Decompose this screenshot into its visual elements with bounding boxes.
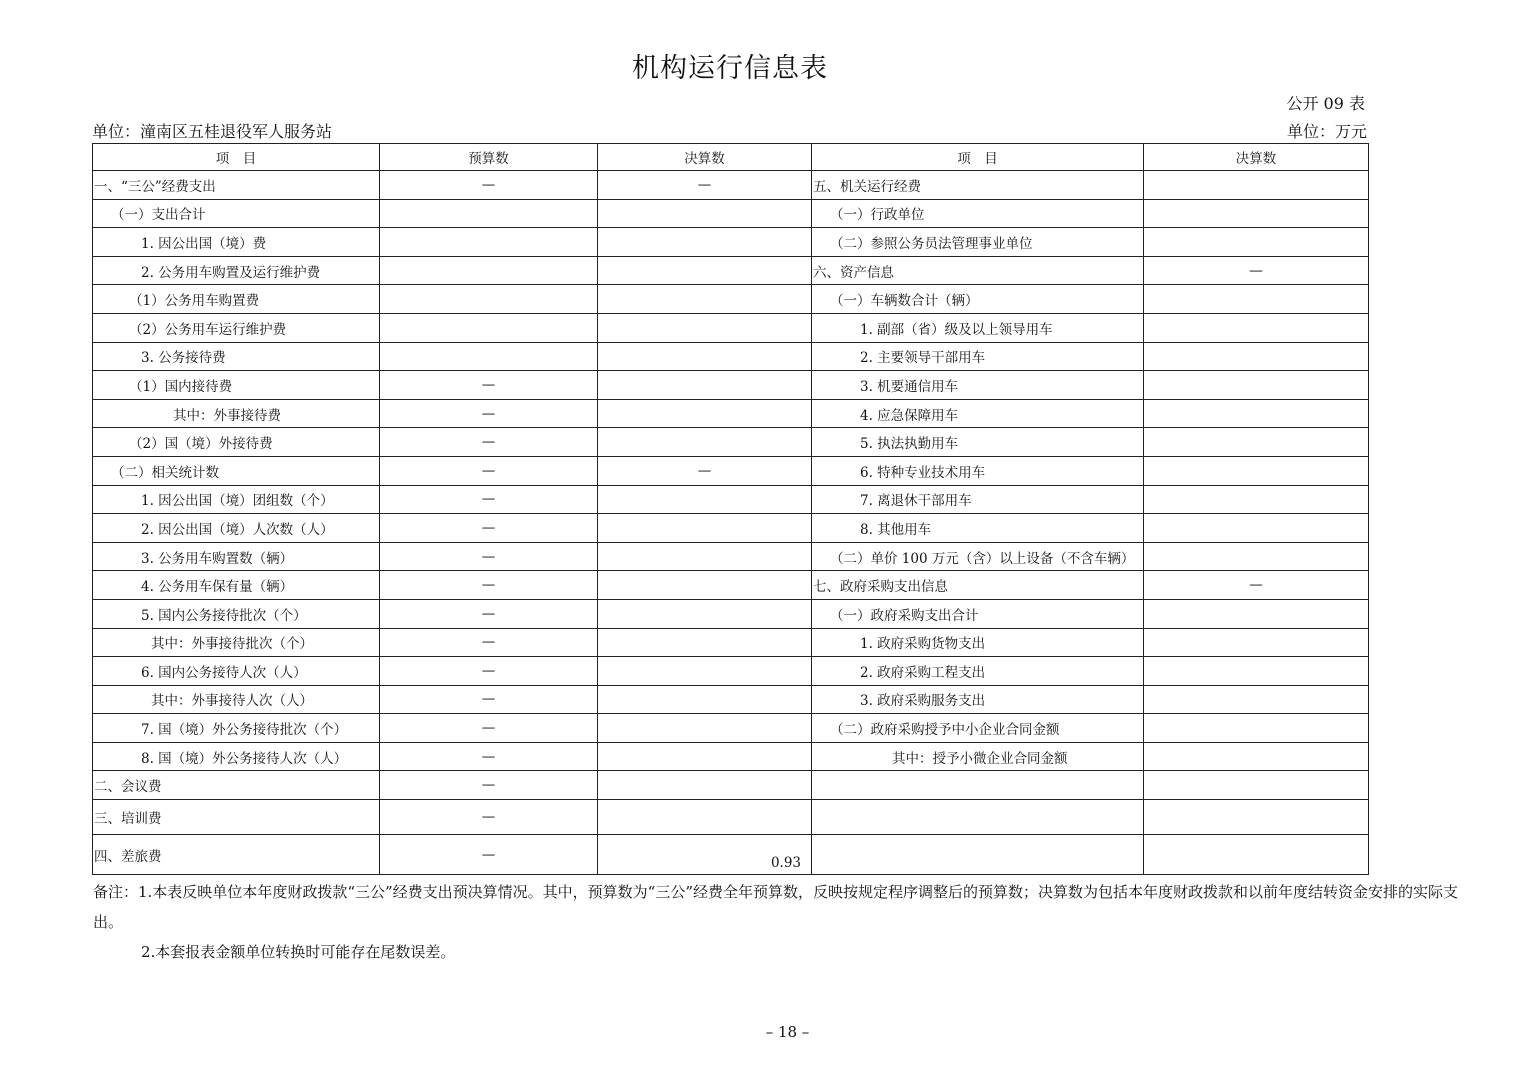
final-right-cell: [1144, 771, 1369, 800]
table-row: [93, 771, 1369, 800]
final-right-cell: [1144, 628, 1369, 657]
final-right-cell: [1144, 228, 1369, 257]
final-right-cell: [1144, 313, 1369, 342]
final-right-cell: [1144, 657, 1369, 686]
item-left-cell: （二）相关统计数: [93, 456, 380, 485]
item-right-cell: 3. 政府采购服务支出: [812, 685, 1144, 714]
item-right-cell: （一）车辆数合计（辆）: [812, 285, 1144, 314]
budget-cell: —: [380, 371, 598, 400]
item-right-cell: （二）单价 100 万元（含）以上设备（不含车辆）: [812, 542, 1144, 571]
budget-cell: —: [380, 714, 598, 743]
item-left-cell: 其中：外事接待人次（人）: [93, 685, 380, 714]
table-row: [93, 171, 1369, 200]
table-row: [93, 285, 1369, 314]
item-left-cell: 1. 因公出国（境）费: [93, 228, 380, 257]
item-left-cell: 二、会议费: [93, 771, 380, 800]
item-right-cell: 4. 应急保障用车: [812, 399, 1144, 428]
budget-cell: —: [380, 571, 598, 600]
table-row: [93, 714, 1369, 743]
budget-cell: —: [380, 456, 598, 485]
table-row: [93, 835, 1369, 875]
final-right-cell: [1144, 399, 1369, 428]
item-left-cell: 其中：外事接待费: [93, 399, 380, 428]
budget-cell: —: [380, 771, 598, 800]
unit-organization: 单位：潼南区五桂退役军人服务站: [92, 122, 333, 141]
final-left-cell: [598, 542, 812, 571]
item-right-cell: 3. 机要通信用车: [812, 371, 1144, 400]
budget-cell: —: [380, 835, 598, 875]
item-left-cell: 三、培训费: [93, 800, 380, 835]
item-right-cell: （一）政府采购支出合计: [812, 599, 1144, 628]
budget-cell: [380, 342, 598, 371]
final-right-cell: [1144, 542, 1369, 571]
item-right-cell: [812, 835, 1144, 875]
item-left-cell: 3. 公务接待费: [93, 342, 380, 371]
final-right-cell: [1144, 685, 1369, 714]
final-left-cell: [598, 313, 812, 342]
header-item-right: 项 目: [812, 144, 1144, 171]
budget-cell: —: [380, 685, 598, 714]
final-left-cell: —: [598, 456, 812, 485]
budget-cell: —: [380, 428, 598, 457]
item-left-cell: 6. 国内公务接待人次（人）: [93, 657, 380, 686]
table-row: [93, 657, 1369, 686]
item-right-cell: （一）行政单位: [812, 199, 1144, 228]
item-left-cell: 8. 国（境）外公务接待人次（人）: [93, 742, 380, 771]
final-left-cell: [598, 514, 812, 543]
budget-cell: —: [380, 657, 598, 686]
item-right-cell: 8. 其他用车: [812, 514, 1144, 543]
final-right-cell: —: [1144, 571, 1369, 600]
item-left-cell: （1）公务用车购置费: [93, 285, 380, 314]
budget-cell: —: [380, 171, 598, 200]
item-right-cell: （二）参照公务员法管理事业单位: [812, 228, 1144, 257]
final-left-cell: [598, 228, 812, 257]
final-right-cell: [1144, 171, 1369, 200]
final-right-cell: [1144, 599, 1369, 628]
final-left-cell: [598, 742, 812, 771]
table-row: [93, 342, 1369, 371]
budget-cell: [380, 256, 598, 285]
item-left-cell: （2）公务用车运行维护费: [93, 313, 380, 342]
budget-cell: [380, 285, 598, 314]
item-left-cell: （1）国内接待费: [93, 371, 380, 400]
note-2: 2.本套报表金额单位转换时可能存在尾数误差。: [141, 943, 456, 961]
final-right-cell: [1144, 800, 1369, 835]
item-left-cell: 3. 公务用车购置数（辆）: [93, 542, 380, 571]
final-right-cell: [1144, 456, 1369, 485]
table-row: [93, 199, 1369, 228]
table-row: [93, 599, 1369, 628]
table-header-row: [93, 144, 1369, 171]
institution-operation-table: [92, 143, 1369, 875]
table-row: [93, 514, 1369, 543]
form-number: 公开 09 表: [1286, 94, 1365, 113]
page-number: – 18 –: [765, 1023, 810, 1041]
item-right-cell: 1. 政府采购货物支出: [812, 628, 1144, 657]
table-row: [93, 628, 1369, 657]
table-row: [93, 428, 1369, 457]
item-left-cell: 2. 因公出国（境）人次数（人）: [93, 514, 380, 543]
item-left-cell: （2）国（境）外接待费: [93, 428, 380, 457]
item-right-cell: 7. 离退休干部用车: [812, 485, 1144, 514]
final-left-cell: [598, 714, 812, 743]
item-right-cell: 2. 主要领导干部用车: [812, 342, 1144, 371]
item-left-cell: 其中：外事接待批次（个）: [93, 628, 380, 657]
final-right-cell: [1144, 485, 1369, 514]
table-row: [93, 485, 1369, 514]
item-left-cell: 四、差旅费: [93, 835, 380, 875]
header-final-left: 决算数: [598, 144, 812, 171]
item-right-cell: 2. 政府采购工程支出: [812, 657, 1144, 686]
final-right-cell: [1144, 371, 1369, 400]
table-row: [93, 313, 1369, 342]
final-left-cell: [598, 428, 812, 457]
item-right-cell: [812, 771, 1144, 800]
final-left-cell: [598, 256, 812, 285]
table-row: [93, 685, 1369, 714]
page-title: 机构运行信息表: [632, 53, 828, 84]
budget-cell: [380, 199, 598, 228]
table-row: [93, 571, 1369, 600]
item-right-cell: 其中：授予小微企业合同金额: [812, 742, 1144, 771]
item-left-cell: 1. 因公出国（境）团组数（个）: [93, 485, 380, 514]
item-left-cell: 4. 公务用车保有量（辆）: [93, 571, 380, 600]
final-left-cell: [598, 399, 812, 428]
item-left-cell: 5. 国内公务接待批次（个）: [93, 599, 380, 628]
budget-cell: —: [380, 742, 598, 771]
item-left-cell: （一）支出合计: [93, 199, 380, 228]
table-row: [93, 256, 1369, 285]
budget-cell: —: [380, 514, 598, 543]
item-left-cell: 7. 国（境）外公务接待批次（个）: [93, 714, 380, 743]
final-left-cell: [598, 657, 812, 686]
item-left-cell: 2. 公务用车购置及运行维护费: [93, 256, 380, 285]
budget-cell: [380, 313, 598, 342]
final-left-cell: [598, 342, 812, 371]
table-row: [93, 800, 1369, 835]
item-right-cell: 5. 执法执勤用车: [812, 428, 1144, 457]
unit-currency: 单位：万元: [1286, 122, 1367, 141]
final-right-cell: [1144, 835, 1369, 875]
table-row: [93, 456, 1369, 485]
notes: [93, 877, 1478, 967]
final-left-cell: [598, 485, 812, 514]
item-right-cell: [812, 800, 1144, 835]
budget-cell: —: [380, 599, 598, 628]
budget-cell: —: [380, 542, 598, 571]
table-row: [93, 542, 1369, 571]
final-left-cell: [598, 685, 812, 714]
final-left-cell: [598, 800, 812, 835]
final-left-cell: [598, 599, 812, 628]
header-final-right: 决算数: [1144, 144, 1369, 171]
final-right-cell: [1144, 342, 1369, 371]
budget-cell: —: [380, 800, 598, 835]
final-right-cell: —: [1144, 256, 1369, 285]
final-left-cell: —: [598, 171, 812, 200]
item-right-cell: 1. 副部（省）级及以上领导用车: [812, 313, 1144, 342]
final-left-cell: [598, 199, 812, 228]
final-right-cell: [1144, 428, 1369, 457]
budget-cell: —: [380, 628, 598, 657]
final-left-cell: [598, 371, 812, 400]
item-right-cell: （二）政府采购授予中小企业合同金额: [812, 714, 1144, 743]
budget-cell: —: [380, 399, 598, 428]
final-left-cell: [598, 771, 812, 800]
final-right-cell: [1144, 742, 1369, 771]
final-right-cell: [1144, 199, 1369, 228]
item-left-cell: 一、“三公”经费支出: [93, 171, 380, 200]
item-right-cell: 六、资产信息: [812, 256, 1144, 285]
final-left-cell: [598, 571, 812, 600]
table-row: [93, 399, 1369, 428]
final-right-cell: [1144, 514, 1369, 543]
final-left-cell: [598, 285, 812, 314]
item-right-cell: 七、政府采购支出信息: [812, 571, 1144, 600]
table-row: [93, 371, 1369, 400]
budget-cell: [380, 228, 598, 257]
table-row: [93, 742, 1369, 771]
final-right-cell: [1144, 714, 1369, 743]
item-right-cell: 6. 特种专业技术用车: [812, 456, 1144, 485]
note-1: 备注：1.本表反映单位本年度财政拨款“三公”经费支出预决算情况。其中，预算数为“三公”经费全年预算数，反映按规定程序调整后的预算数；决算数为包括本年度财政拨款和以前年度结转资金安排的实际支出。: [93, 883, 1458, 931]
table-row: [93, 228, 1369, 257]
final-left-cell: [598, 628, 812, 657]
header-item-left: 项 目: [93, 144, 380, 171]
final-right-cell: [1144, 285, 1369, 314]
item-right-cell: 五、机关运行经费: [812, 171, 1144, 200]
header-budget: 预算数: [380, 144, 598, 171]
budget-cell: —: [380, 485, 598, 514]
final-left-cell: 0.93: [598, 835, 812, 875]
